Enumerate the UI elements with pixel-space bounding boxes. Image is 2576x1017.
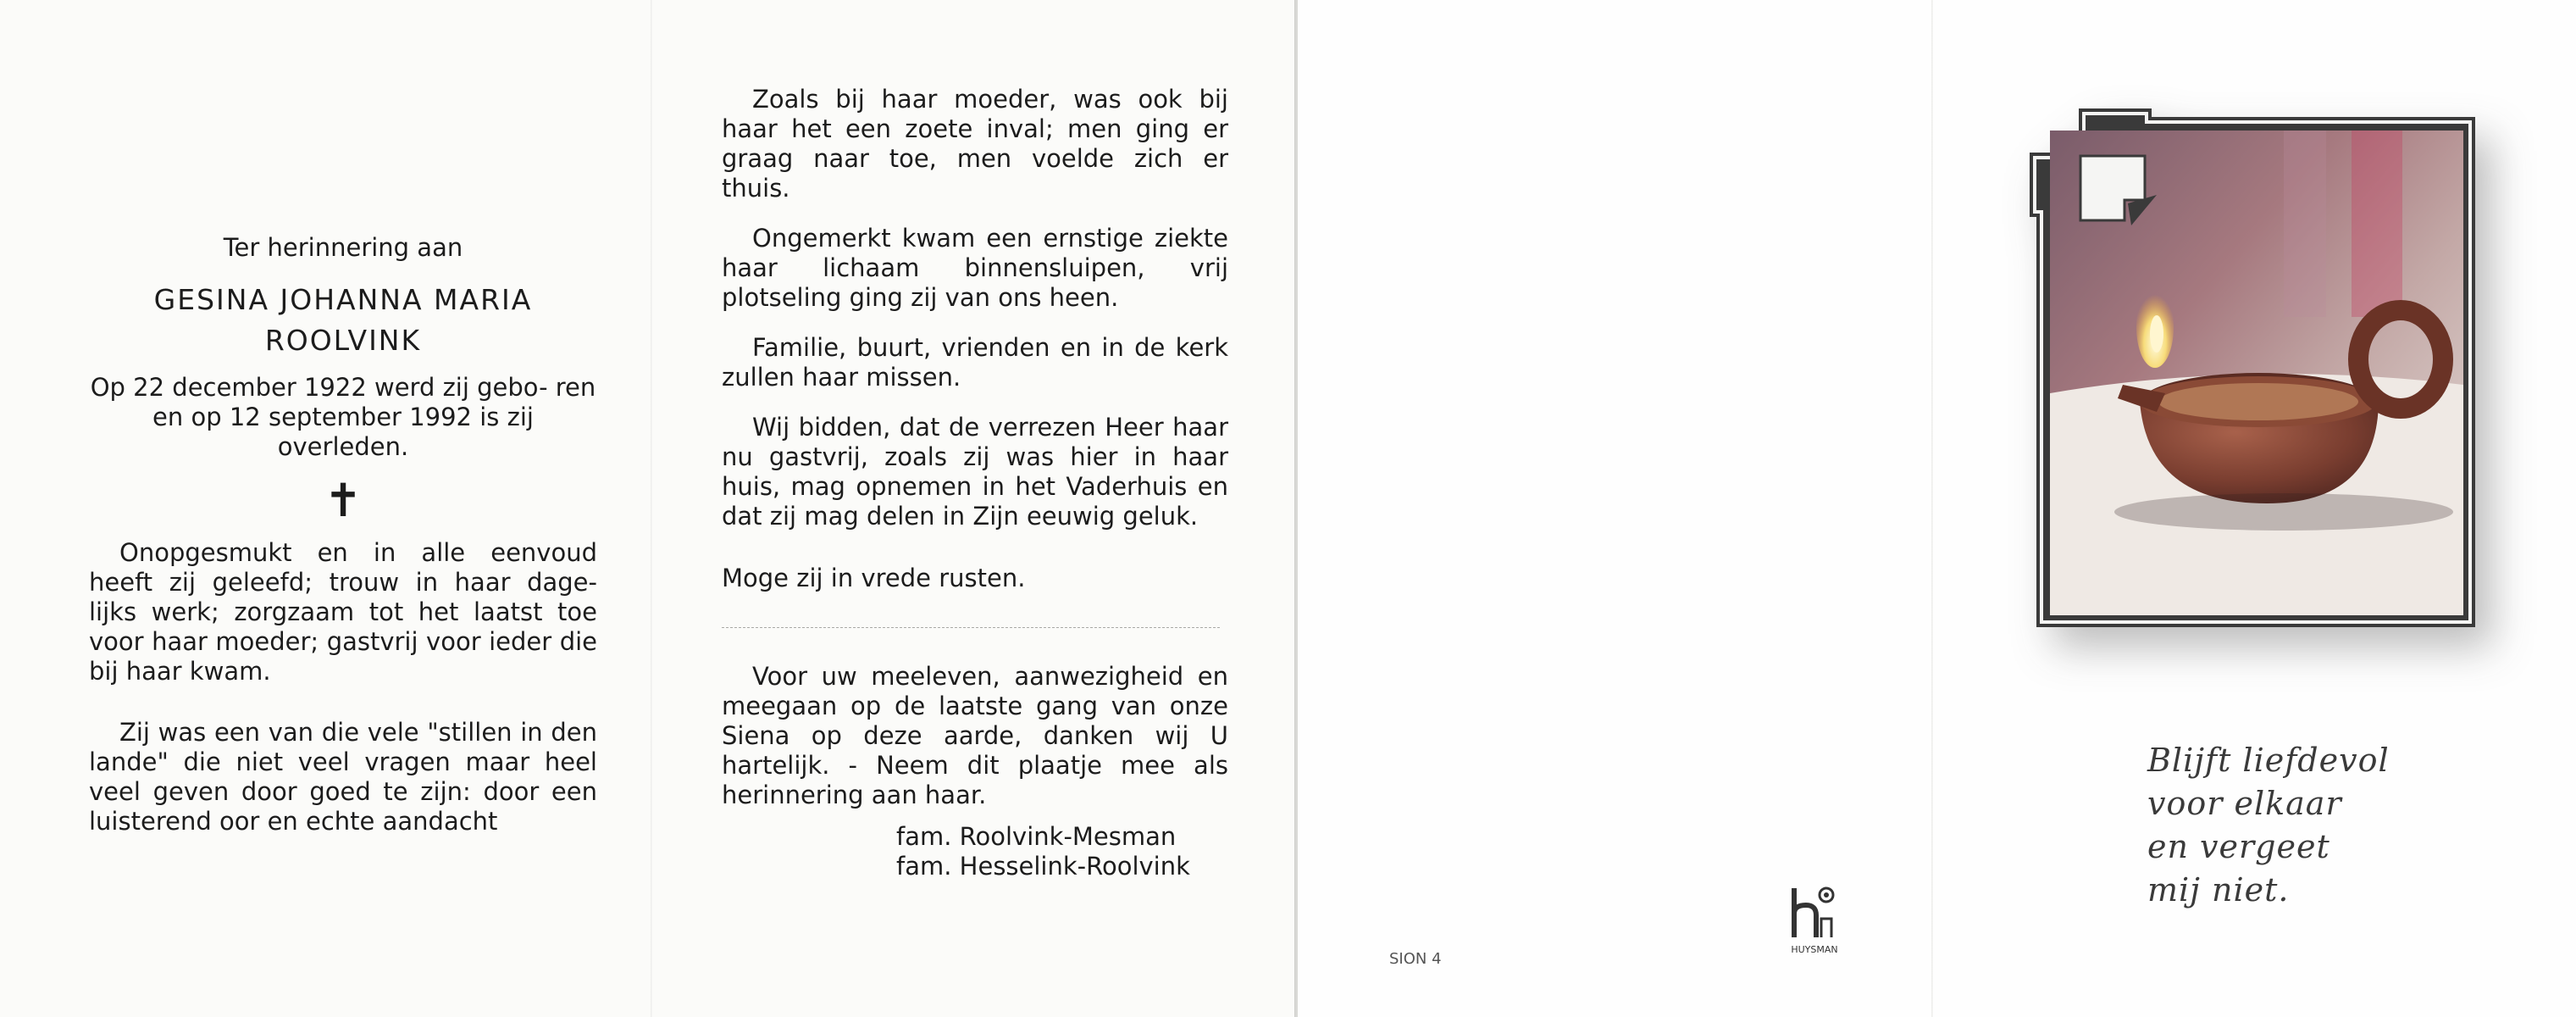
text-column-left (89, 233, 597, 836)
verse-line-1: Blijft liefdevol (2147, 742, 2390, 779)
paragraph-hospitality: Zoals bij haar moeder, was ook bij haar het een zoete inval; men ging er graag naar toe, men voelde zich er thuis. (722, 85, 1228, 203)
paragraph-prayer: Wij bidden, dat de verrezen Heer haar nu gastvrij, zoals zij was hier in haar huis, mag opnemen in het Vaderhuis en dat zij mag delen in Zijn eeuwig geluk. (722, 413, 1228, 531)
divider-line (722, 627, 1220, 628)
birth-death-dates: Op 22 december 1922 werd zij gebo- ren en op 12 september 1992 is zij overleden. (90, 373, 596, 461)
verse-line-4: mij niet. (2147, 871, 2290, 909)
signature-family-1: fam. Roolvink-Mesman (896, 822, 1177, 851)
publisher-logo-icon (1787, 885, 1842, 958)
oil-lamp-photo (2030, 105, 2479, 631)
deceased-name-line2: ROOLVINK (264, 324, 422, 357)
cross-icon: ✝ (324, 474, 363, 527)
verse-text (2147, 739, 2390, 912)
paragraph-illness: Ongemerkt kwam een ernstige ziekte haar lichaam binnensluipen, vrij plotseling ging zij van ons heen. (722, 224, 1228, 312)
verse-line-2: voor elkaar (2147, 785, 2342, 822)
thanks-message: Voor uw meeleven, aanwezigheid en meegaan op de laatste gang van onze Siena op deze aarde, danken wij U hartelijk. - Neem dit plaatje mee als herinnering aan haar. (722, 662, 1228, 809)
paragraph-character: Zij was een van die vele "stillen in den lande" die niet veel vragen maar heel veel geven door goed te zijn: door een luisterend oor en echte aandacht (89, 718, 597, 836)
print-code: SION 4 (1389, 950, 1442, 968)
deceased-name-line1: GESINA JOHANNA MARIA (153, 283, 533, 316)
text-column-right (722, 85, 1228, 881)
remembrance-heading: Ter herinnering aan (223, 233, 463, 262)
paragraph-rest-in-peace: Moge zij in vrede rusten. (722, 564, 1026, 592)
fold-line (651, 0, 652, 1017)
signature-family-2: fam. Hesselink-Roolvink (896, 852, 1190, 881)
fold-line-back (1931, 0, 1933, 1017)
deceased-name (89, 280, 597, 361)
paragraph-missed: Familie, buurt, vrienden en in de kerk zullen haar missen. (722, 333, 1228, 392)
paragraph-life: Onopgesmukt en in alle eenvoud heeft zij geleefd; trouw in haar dage- lijks werk; zorgzaam tot het laatst toe voor haar moeder; gastvrij voor ieder die bij haar kwam. (89, 538, 597, 686)
verse-line-3: en vergeet (2147, 828, 2330, 865)
publisher-name: HUYSMAN (1791, 944, 1838, 955)
